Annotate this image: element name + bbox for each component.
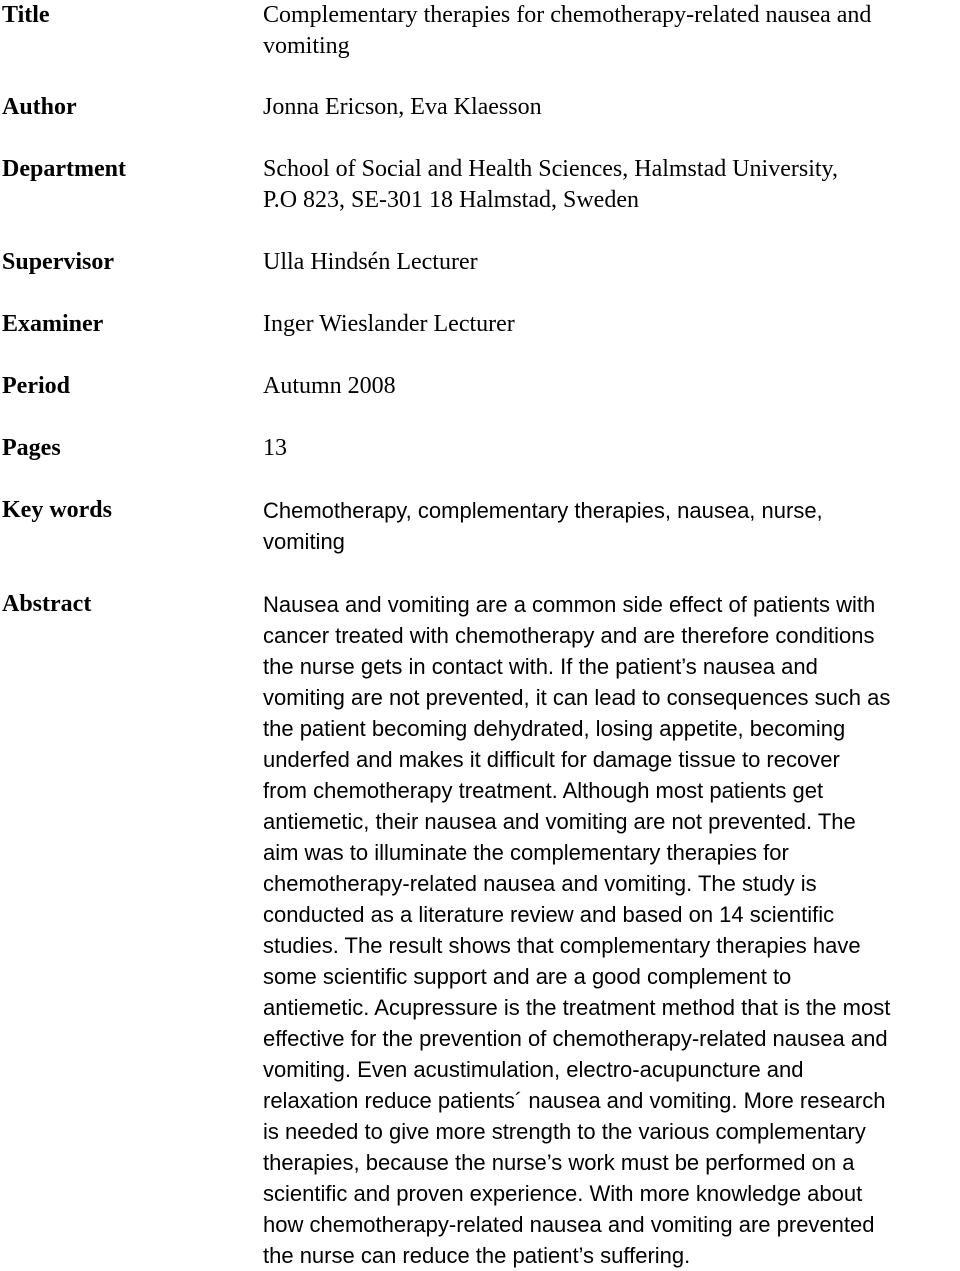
title-value-line: vomiting [263,33,350,59]
period-label: Period [2,373,70,399]
abstract-line: the patient becoming dehydrated, losing appetite, becoming [263,716,846,741]
abstract-line: from chemotherapy treatment. Although most patients get [263,778,824,803]
abstract-label: Abstract [2,591,92,617]
abstract-line: studies. The result shows that complementary therapies have [263,933,861,958]
supervisor-label: Supervisor [2,249,115,275]
author-label: Author [2,94,77,120]
abstract-line: conducted as a literature review and based on 14 scientific [263,902,835,927]
department-value [263,154,953,216]
abstract-line: the nurse gets in contact with. If the patient’s nausea and [263,654,818,679]
abstract-line: chemotherapy-related nausea and vomiting. The study is [263,871,817,896]
title-label: Title [2,2,50,28]
abstract-line: Nausea and vomiting are a common side effect of patients with [263,592,876,617]
abstract-line: antiemetic, their nausea and vomiting are not prevented. The [263,809,856,834]
author-value [263,92,953,123]
abstract-line: the nurse can reduce the patient’s suffering. [263,1243,691,1268]
author-value-line: Jonna Ericson, Eva Klaesson [263,94,542,120]
pages-label: Pages [2,435,61,461]
abstract-body [263,589,953,1271]
keywords-value-line: vomiting [263,529,345,554]
abstract-line: vomiting. Even acustimulation, electro-acupuncture and [263,1057,804,1082]
abstract-line: scientific and proven experience. With more knowledge about [263,1181,863,1206]
title-value [263,0,953,62]
examiner-label: Examiner [2,311,104,337]
department-label: Department [2,156,126,182]
abstract-line: aim was to illuminate the complementary therapies for [263,840,789,865]
abstract-line: cancer treated with chemotherapy and are therefore conditions [263,623,875,648]
keywords-value-line: Chemotherapy, complementary therapies, nausea, nurse, [263,498,823,523]
abstract-line: some scientific support and are a good complement to [263,964,792,989]
abstract-line: is needed to give more strength to the various complementary [263,1119,866,1144]
pages-value: 13 [263,435,287,461]
abstract-line: relaxation reduce patients´ nausea and vomiting. More research [263,1088,886,1113]
abstract-line: how chemotherapy-related nausea and vomiting are prevented [263,1212,875,1237]
keywords-label: Key words [2,497,112,523]
abstract-line: effective for the prevention of chemotherapy-related nausea and [263,1026,888,1051]
title-value-line: Complementary therapies for chemotherapy-related nausea and [263,2,872,28]
abstract-line: underfed and makes it difficult for damage tissue to recover [263,747,840,772]
abstract-line: therapies, because the nurse’s work must be performed on a [263,1150,855,1175]
period-value: Autumn 2008 [263,373,396,399]
department-value-line: P.O 823, SE-301 18 Halmstad, Sweden [263,187,639,213]
examiner-value-line: Inger Wieslander Lecturer [263,311,515,337]
supervisor-value-line: Ulla Hindsén Lecturer [263,249,478,275]
examiner-value [263,309,953,340]
keywords-value [263,495,953,557]
abstract-line: vomiting are not prevented, it can lead to consequences such as [263,685,891,710]
abstract-line: antiemetic. Acupressure is the treatment method that is the most [263,995,891,1020]
supervisor-value [263,247,953,278]
department-value-line: School of Social and Health Sciences, Halmstad University, [263,156,838,182]
